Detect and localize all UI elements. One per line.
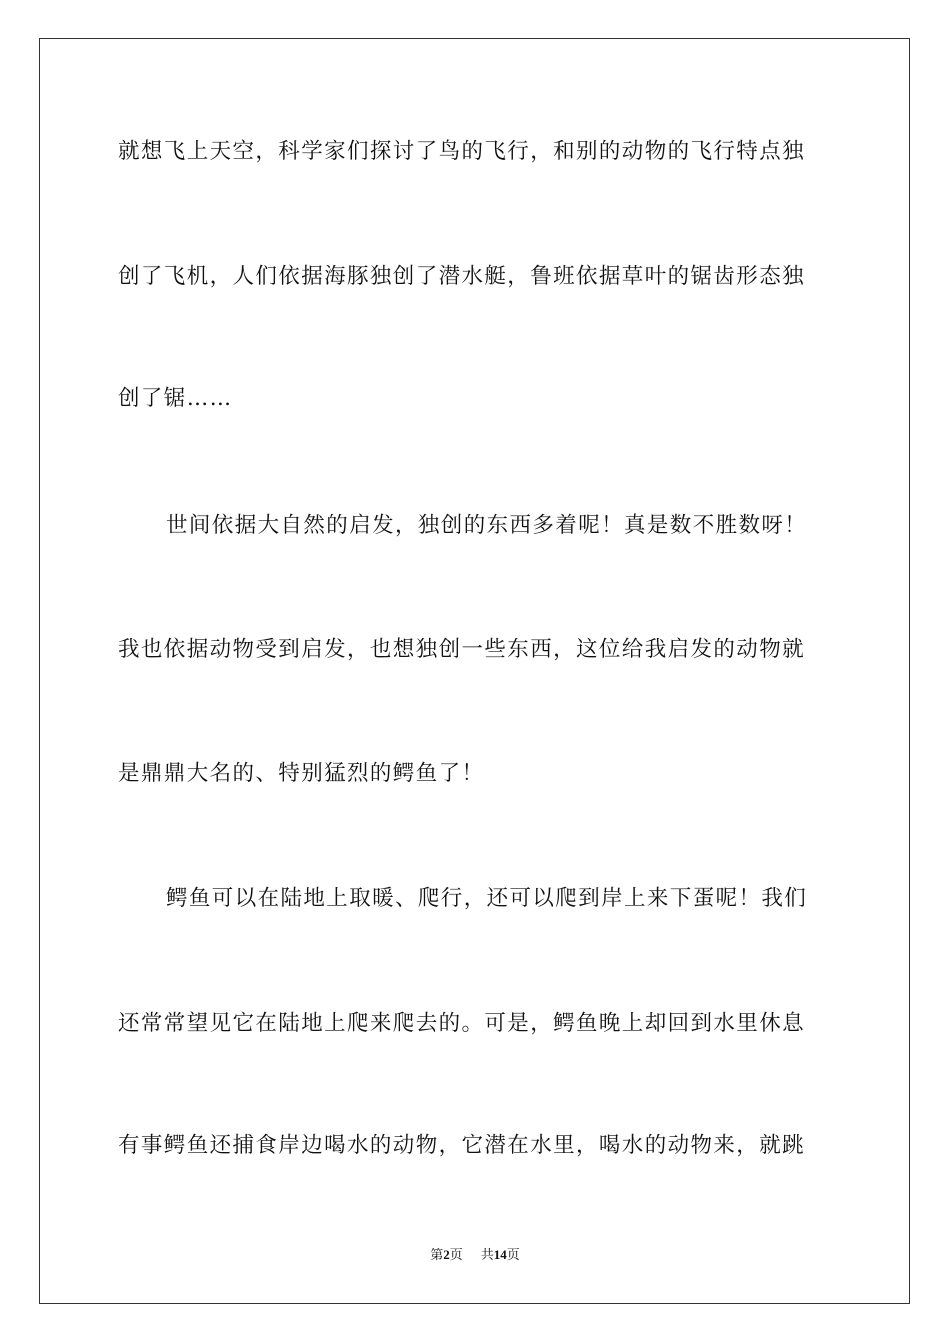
- text-line: 创了飞机，人们依据海豚独创了潜水艇，鲁班依据草叶的锯齿形态独: [118, 264, 806, 289]
- page-prefix: 第: [430, 1247, 444, 1262]
- page-footer: [0, 1246, 950, 1264]
- text-line: 还常常望见它在陆地上爬来爬去的。可是，鳄鱼晚上却回到水里休息: [118, 1011, 806, 1036]
- page-number: 2: [443, 1247, 450, 1262]
- text-line: 是鼎鼎大名的、特别猛烈的鳄鱼了！: [118, 761, 485, 786]
- total-prefix: 共: [480, 1247, 494, 1262]
- text-line: 就想飞上天空，科学家们探讨了鸟的飞行，和别的动物的飞行特点独: [118, 139, 806, 164]
- text-line: 我也依据动物受到启发，也想独创一些东西，这位给我启发的动物就: [118, 637, 806, 662]
- page-border: [39, 38, 910, 1304]
- total-pages: 14: [493, 1247, 507, 1262]
- text-line: 有事鳄鱼还捕食岸边喝水的动物，它潜在水里，喝水的动物来，就跳: [118, 1133, 806, 1158]
- text-line: 创了锯……: [118, 386, 233, 411]
- paragraph-first-line: 世间依据大自然的启发，独创的东西多着呢！真是数不胜数呀！: [166, 513, 808, 538]
- total-suffix: 页: [506, 1247, 520, 1262]
- page-suffix: 页: [449, 1247, 463, 1262]
- paragraph-first-line: 鳄鱼可以在陆地上取暖、爬行，还可以爬到岸上来下蛋呢！我们: [166, 886, 808, 911]
